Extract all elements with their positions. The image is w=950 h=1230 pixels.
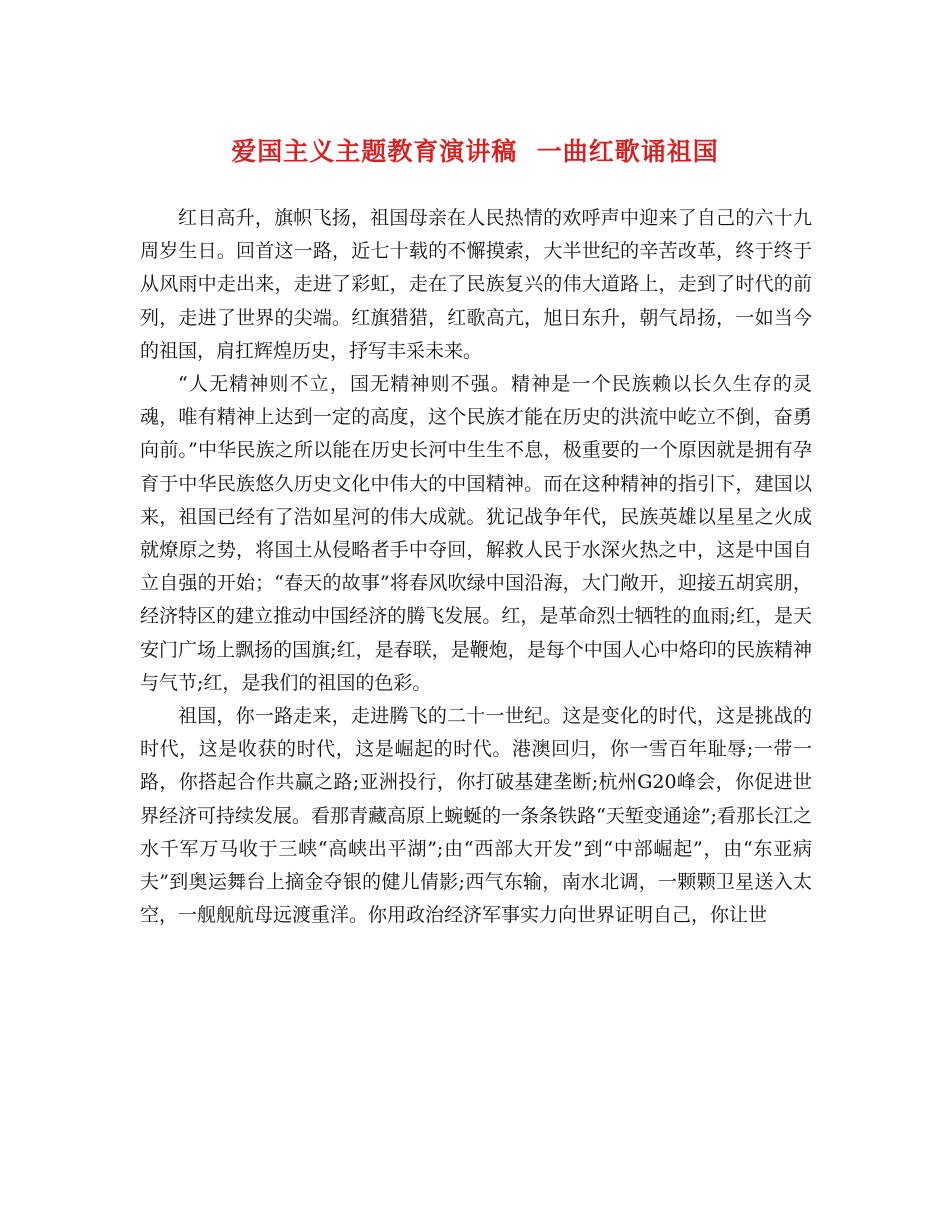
paragraph: 祖国，你一路走来，走进腾飞的二十一世纪。这是变化的时代，这是挑战的时代，这是收获的时代，这是崛起的时代。港澳回归，你一雪百年耻辱;一带一路，你搭起合作共赢之路;亚洲投行，你打破基建垄断;杭州G20峰会，你促进世界经济可持续发展。看那青藏高原上蜿蜒的一条条铁路“天堑变通途”;看那长江之水千军万马收于三峡“高峡出平湖”;由“西部大开发”到“中部崛起”，由“东亚病夫”到奥运舞台上摘金夺银的健儿倩影;西气东输，南水北调，一颗颗卫星送入太空，一舰舰航母远渡重洋。你用政治经济军事实力向世界证明自己，你让世 bbox=[140, 705, 812, 927]
paragraph: 红日高升，旗帜飞扬，祖国母亲在人民热情的欢呼声中迎来了自己的六十九周岁生日。回首这一路，近七十载的不懈摸索，大半世纪的辛苦改革，终于终于从风雨中走出来，走进了彩虹，走在了民族复兴的伟大道路上，走到了时代的前列，走进了世界的尖端。红旗猎猎，红歌高亢，旭日东升，朝气昂扬，一如当今的祖国，肩扛辉煌历史，抒写丰采未来。 bbox=[140, 207, 812, 362]
paragraph: “人无精神则不立，国无精神则不强。精神是一个民族赖以长久生存的灵魂，唯有精神上达到一定的高度，这个民族才能在历史的洪流中屹立不倒，奋勇向前。”中华民族之所以能在历史长河中生生不息，极重要的一个原因就是拥有孕育于中华民族悠久历史文化中伟大的中国精神。而在这种精神的指引下，建国以来，祖国已经有了浩如星河的伟大成就。犹记战争年代，民族英雄以星星之火成就燎原之势，将国土从侵略者手中夺回，解救人民于水深火热之中，这是中国自立自强的开始；“春天的故事”将春风吹绿中国沿海，大门敞开，迎接五胡宾朋，经济特区的建立推动中国经济的腾飞发展。红，是革命烈士牺牲的血雨;红，是天安门广场上飘扬的国旗;红，是春联，是鞭炮，是每个中国人心中烙印的民族精神与气节;红，是我们的祖国的色彩。 bbox=[140, 373, 812, 694]
document-title: 爱国主义主题教育演讲稿 一曲红歌诵祖国 bbox=[231, 137, 719, 166]
document-body bbox=[140, 202, 812, 932]
